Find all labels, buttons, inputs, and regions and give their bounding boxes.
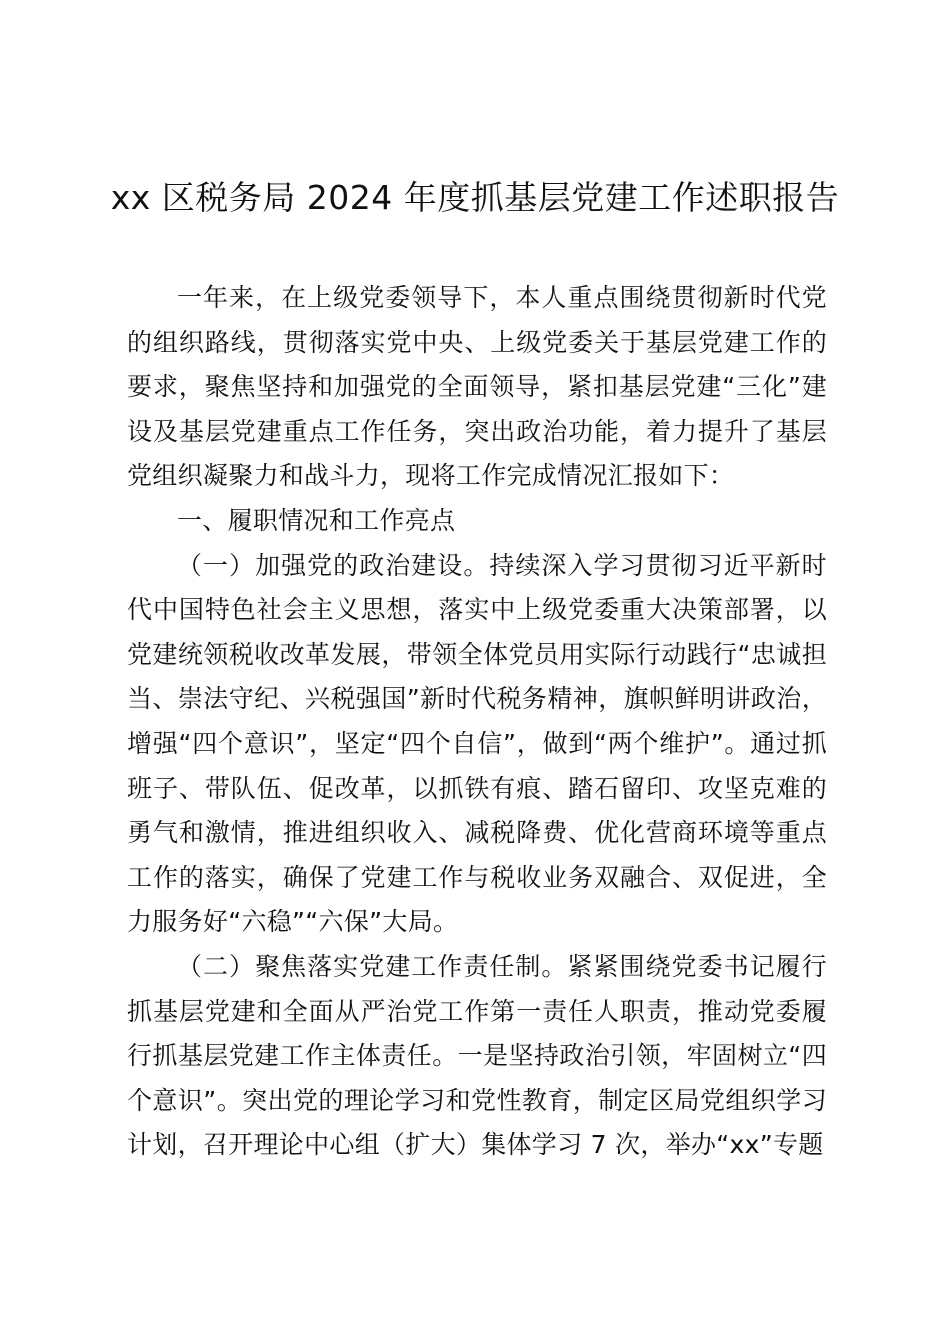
intro-paragraph: 一年来，在上级党委领导下，本人重点围绕贯彻新时代党的组织路线，贯彻落实党中央、上级党委关于基层党建工作的要求，聚焦坚持和加强党的全面领导，紧扣基层党建“三化”建设及基层党建重点工作任务，突出政治功能，着力提升了基层党组织凝聚力和战斗力，现将工作完成情况汇报如下： xyxy=(127,283,827,491)
body-paragraph-responsibility-system: （二）聚焦落实党建工作责任制。紧紧围绕党委书记履行抓基层党建和全面从严治党工作第一责任人职责，推动党委履行抓基层党建工作主体责任。一是坚持政治引领，牢固树立“四个意识”。突出党的理论学习和党性教育，制定区局党组织学习计划，召开理论中心组（扩大）集体学习 7 次，举办“xx”专题 xyxy=(127,951,827,1160)
section-heading: 一、履职情况和工作亮点 xyxy=(177,505,456,535)
document-title: xx 区税务局 2024 年度抓基层党建工作述职报告 xyxy=(110,178,840,217)
document-body xyxy=(127,276,827,1168)
body-paragraph-political-building: （一）加强党的政治建设。持续深入学习贯彻习近平新时代中国特色社会主义思想，落实中上级党委重大决策部署，以党建统领税收改革发展，带领全体党员用实际行动践行“忠诚担当、崇法守纪、兴税强国”新时代税务精神，旗帜鲜明讲政治，增强“四个意识”，坚定“四个自信”，做到“两个维护”。通过抓班子、带队伍、促改革，以抓铁有痕、踏石留印、攻坚克难的勇气和激情，推进组织收入、减税降费、优化营商环境等重点工作的落实，确保了党建工作与税收业务双融合、双促进，全力服务好“六稳”“六保”大局。 xyxy=(127,550,827,937)
